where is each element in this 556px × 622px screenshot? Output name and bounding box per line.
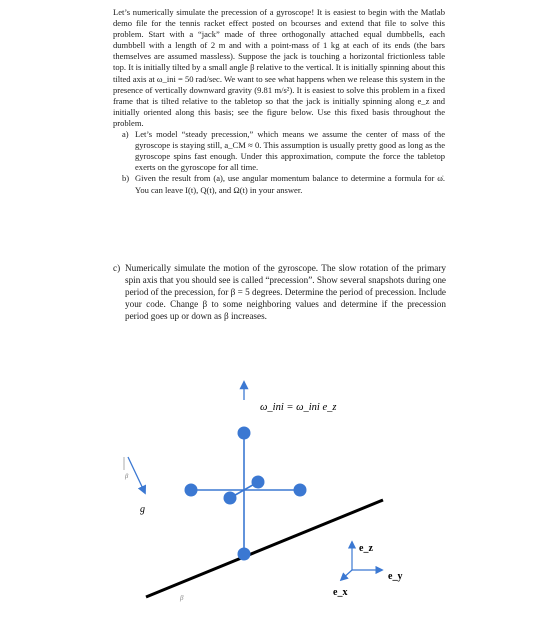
mass-front	[224, 492, 237, 505]
intro-paragraph: Let’s numerically simulate the precession of a gyroscope! It is easiest to begin with the Matlab demo file for the tennis racket effect posted on bcourses and extend that file to solve this problem. Start with a “jack” made of three orthogonally attached equal dumbbells, each dumbbell with a length of 2 m and with a point-mass of 1 kg at each of its ends (the bars themselves are assumed massless). Suppose the jack is touching a horizontal frictionless table top. It is initially tilted by a small angle β relative to the vertical. It is initially spinning about this tilted axis at ω_ini = 50 rad/sec. We want to see what happens when we release this system in the presence of vertically downward gravity (9.81 m/s²). It is easiest to solve this problem in a fixed frame that is tilted relative to the tabletop so that the jack is initially spinning along e_z and initially oriented along this basis; see the figure below. Use this fixed basis throughout the problem.	[113, 7, 445, 128]
subquestion-list	[113, 129, 445, 196]
subquestion-b	[113, 173, 445, 195]
mass-right	[294, 484, 307, 497]
gravity-label: g	[140, 504, 145, 515]
axis-z-label: e_z	[359, 543, 373, 554]
gravity-arrow	[128, 457, 145, 493]
beta-label: β	[125, 473, 129, 480]
part-c-text: Numerically simulate the motion of the gyroscope. The slow rotation of the primary spin axis that you should see is called “precession”. Show several snapshots during one period of the precession, for β = 5 degrees. Determine the period of precession. Include your code. Change β to some neighboring values and determine if the precession period goes up or down as β increases.	[125, 263, 446, 321]
subquestion-b-label: b)	[122, 173, 130, 184]
problem-intro	[113, 7, 445, 196]
tabletop-line	[146, 500, 383, 597]
subquestion-a-text: Let’s model “steady precession,” which means we assume the center of mass of the gyroscope is staying still, a_CM ≈ 0. This assumption is usually pretty good as long as the gyroscope spins fast enough. Under this approximation, compute the force the tabletop exerts on the gyroscope for all time.	[135, 129, 445, 173]
table-beta-label: β	[180, 594, 184, 602]
axis-y-label: e_y	[388, 571, 403, 582]
subquestion-b-text: Given the result from (a), use angular momentum balance to determine a formula for ω̇. You can leave I(t), Q(t), and Ω(t) in your answer.	[135, 173, 445, 195]
mass-bottom	[238, 548, 251, 561]
subquestion-a	[113, 129, 445, 173]
axis-x-arrow	[341, 570, 352, 580]
mass-left	[185, 484, 198, 497]
omega-label: ω_ini = ω_ini e_z	[260, 402, 337, 413]
part-c	[113, 262, 446, 322]
mass-back	[252, 476, 265, 489]
mass-top	[238, 427, 251, 440]
subquestion-a-label: a)	[122, 129, 129, 140]
part-c-label: c)	[113, 263, 121, 273]
axis-x-label: e_x	[333, 587, 348, 598]
gyroscope-figure	[0, 370, 556, 622]
